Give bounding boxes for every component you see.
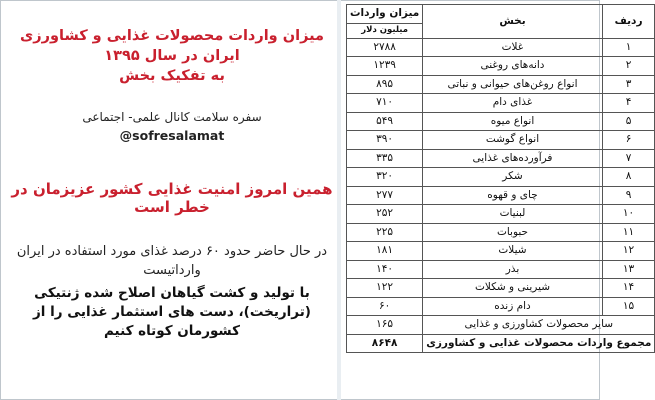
table-row-total — [347, 334, 655, 353]
row-value: ۱۲۲ — [347, 279, 423, 298]
page-title — [4, 26, 340, 86]
table-row — [347, 242, 655, 261]
table-row — [347, 223, 655, 242]
row-index: ۳ — [602, 75, 655, 94]
table-row — [347, 168, 655, 187]
table-row — [347, 279, 655, 298]
table-row — [347, 75, 655, 94]
row-index: ۷ — [602, 149, 655, 168]
channel-handle: @sofresalamat — [119, 128, 225, 143]
table-row — [347, 94, 655, 113]
other-label: سایر محصولات کشاورزی و غذایی — [423, 316, 655, 335]
row-index: ۱۱ — [602, 223, 655, 242]
table-row — [347, 260, 655, 279]
table-body — [347, 38, 655, 316]
table-row — [347, 112, 655, 131]
row-index: ۱۴ — [602, 279, 655, 298]
row-index: ۶ — [602, 131, 655, 150]
total-label: مجموع واردات محصولات غذایی و کشاورزی — [423, 334, 655, 353]
text-panel — [4, 0, 340, 400]
row-index: ۵ — [602, 112, 655, 131]
row-value: ۲۷۷ — [347, 186, 423, 205]
warning-headline: همین امروز امنیت غذایی کشور عزیزمان در خطر است — [11, 180, 333, 216]
row-sector: انواع روغن‌های حیوانی و نباتی — [423, 75, 602, 94]
row-index: ۴ — [602, 94, 655, 113]
row-sector: چای و قهوه — [423, 186, 602, 205]
table-header-row — [347, 5, 655, 24]
header-index: ردیف — [602, 5, 655, 39]
row-value: ۱۸۱ — [347, 242, 423, 261]
row-value: ۵۴۹ — [347, 112, 423, 131]
paragraph-call-to-action: با تولید و کشت گیاهان اصلاح شده ژنتیکی (تراریخت)، دست های استثمار غذایی را از کشورمان کوتاه کنیم — [33, 285, 311, 339]
table-row — [347, 186, 655, 205]
header-value: میزان واردات — [347, 5, 423, 24]
table-row — [347, 297, 655, 316]
total-value: ۸۶۴۸ — [347, 334, 423, 353]
row-value: ۳۹۰ — [347, 131, 423, 150]
row-value: ۳۳۵ — [347, 149, 423, 168]
row-sector: شیلات — [423, 242, 602, 261]
row-index: ۱۲ — [602, 242, 655, 261]
table-row — [347, 38, 655, 57]
column-divider — [337, 0, 341, 400]
row-value: ۱۲۳۹ — [347, 57, 423, 76]
row-index: ۹ — [602, 186, 655, 205]
title-line-1: میزان واردات محصولات غذایی و کشاورزی ایران در سال ۱۳۹۵ — [20, 28, 324, 64]
row-index: ۸ — [602, 168, 655, 187]
row-sector: شیرینی و شکلات — [423, 279, 602, 298]
row-index: ۲ — [602, 57, 655, 76]
row-index: ۱۰ — [602, 205, 655, 224]
row-sector: غذای دام — [423, 94, 602, 113]
table-row — [347, 149, 655, 168]
source-label: سفره سلامت کانال علمی- اجتماعی — [82, 110, 262, 124]
row-index: ۱ — [602, 38, 655, 57]
row-value: ۲۷۸۸ — [347, 38, 423, 57]
row-value: ۲۲۵ — [347, 223, 423, 242]
header-unit: میلیون دلار — [347, 23, 423, 38]
row-sector: لبنیات — [423, 205, 602, 224]
imports-table — [346, 4, 655, 353]
row-value: ۲۵۲ — [347, 205, 423, 224]
row-value: ۳۲۰ — [347, 168, 423, 187]
row-index: ۱۳ — [602, 260, 655, 279]
row-sector: فرآورده‌های غذایی — [423, 149, 602, 168]
title-line-2: به تفکیک بخش — [119, 68, 225, 84]
table-row — [347, 57, 655, 76]
row-value: ۷۱۰ — [347, 94, 423, 113]
table-row — [347, 205, 655, 224]
other-value: ۱۶۵ — [347, 316, 423, 335]
row-value: ۸۹۵ — [347, 75, 423, 94]
row-sector: دام زنده — [423, 297, 602, 316]
row-sector: غلات — [423, 38, 602, 57]
table-row — [347, 131, 655, 150]
table-row-other — [347, 316, 655, 335]
row-sector: شکر — [423, 168, 602, 187]
row-sector: انواع میوه — [423, 112, 602, 131]
row-index: ۱۵ — [602, 297, 655, 316]
row-sector: بذر — [423, 260, 602, 279]
row-sector: دانه‌های روغنی — [423, 57, 602, 76]
row-sector: حبوبات — [423, 223, 602, 242]
row-value: ۶۰ — [347, 297, 423, 316]
row-sector: انواع گوشت — [423, 131, 602, 150]
paragraph-import-share: در حال حاضر حدود ۶۰ درصد غذای مورد استفاده در ایران وارداتیست — [16, 244, 328, 278]
header-sector: بخش — [423, 5, 602, 39]
row-value: ۱۴۰ — [347, 260, 423, 279]
